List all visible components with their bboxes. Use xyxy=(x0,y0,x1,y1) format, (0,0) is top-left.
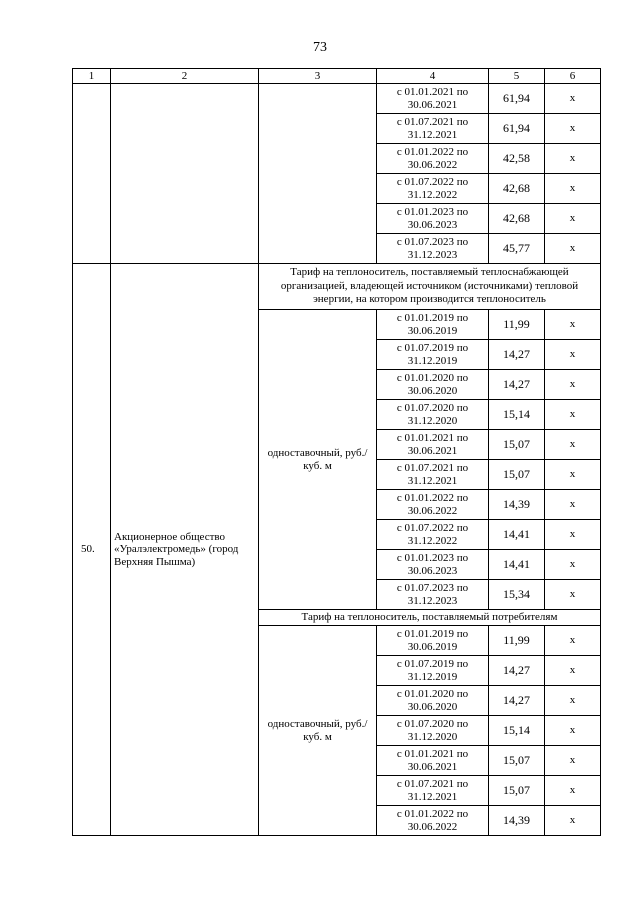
tariff-value: 15,14 xyxy=(489,400,545,430)
tariff-value: 11,99 xyxy=(489,310,545,340)
period-cell xyxy=(377,626,489,656)
period-end: 30.06.2022 xyxy=(407,504,458,517)
tariff-value: 15,07 xyxy=(489,430,545,460)
section-title: Тариф на теплоноситель, поставляемый потребителям xyxy=(259,610,601,626)
column-header: 1 xyxy=(73,69,111,84)
period-cell xyxy=(377,340,489,370)
tariff-value: 14,27 xyxy=(489,686,545,716)
period-start: с 01.01.2021 по xyxy=(396,748,469,760)
period-end: 30.06.2021 xyxy=(407,444,458,457)
tariff-value: 14,39 xyxy=(489,806,545,836)
period-end: 30.06.2022 xyxy=(407,158,458,171)
period-cell xyxy=(377,370,489,400)
period-cell xyxy=(377,310,489,340)
period-cell xyxy=(377,234,489,264)
note-cell: х xyxy=(545,204,601,234)
tariff-value: 42,68 xyxy=(489,174,545,204)
period-start: с 01.07.2021 по xyxy=(396,116,469,128)
tariff-value: 14,39 xyxy=(489,490,545,520)
period-cell xyxy=(377,520,489,550)
period-cell xyxy=(377,204,489,234)
note-cell: х xyxy=(545,746,601,776)
period-cell xyxy=(377,174,489,204)
period-end: 31.12.2020 xyxy=(407,730,458,743)
period-end: 30.06.2020 xyxy=(407,384,458,397)
tariff-value: 14,41 xyxy=(489,550,545,580)
period-start: с 01.01.2023 по xyxy=(396,552,469,564)
period-cell xyxy=(377,114,489,144)
period-cell xyxy=(377,490,489,520)
note-cell: х xyxy=(545,716,601,746)
column-header: 6 xyxy=(545,69,601,84)
note-cell: х xyxy=(545,430,601,460)
tariff-value: 45,77 xyxy=(489,234,545,264)
note-cell: х xyxy=(545,114,601,144)
period-start: с 01.01.2023 по xyxy=(396,206,469,218)
period-cell xyxy=(377,400,489,430)
period-end: 31.12.2020 xyxy=(407,414,458,427)
column-header: 3 xyxy=(259,69,377,84)
empty-cell xyxy=(111,84,259,264)
period-cell xyxy=(377,430,489,460)
period-cell xyxy=(377,580,489,610)
note-cell: х xyxy=(545,776,601,806)
period-cell xyxy=(377,144,489,174)
tariff-value: 42,58 xyxy=(489,144,545,174)
period-cell xyxy=(377,746,489,776)
tariff-value: 15,07 xyxy=(489,776,545,806)
note-cell: х xyxy=(545,686,601,716)
period-start: с 01.07.2023 по xyxy=(396,582,469,594)
period-start: с 01.07.2021 по xyxy=(396,462,469,474)
note-cell: х xyxy=(545,234,601,264)
period-cell xyxy=(377,806,489,836)
tariff-value: 15,07 xyxy=(489,460,545,490)
tariff-value: 15,14 xyxy=(489,716,545,746)
note-cell: х xyxy=(545,626,601,656)
note-cell: х xyxy=(545,490,601,520)
tariff-table xyxy=(72,68,601,836)
empty-cell xyxy=(259,84,377,264)
tariff-value: 11,99 xyxy=(489,626,545,656)
tariff-type: одноставочный, руб./куб. м xyxy=(259,626,377,836)
section-title-row xyxy=(73,264,601,310)
tariff-value: 14,27 xyxy=(489,340,545,370)
note-cell: х xyxy=(545,580,601,610)
period-start: с 01.01.2022 по xyxy=(396,146,469,158)
period-cell xyxy=(377,776,489,806)
period-end: 30.06.2019 xyxy=(407,324,458,337)
tariff-value: 15,34 xyxy=(489,580,545,610)
note-cell: х xyxy=(545,174,601,204)
tariff-value: 61,94 xyxy=(489,84,545,114)
period-end: 30.06.2022 xyxy=(407,820,458,833)
period-end: 31.12.2023 xyxy=(407,594,458,607)
period-end: 30.06.2023 xyxy=(407,564,458,577)
org-name: Акционерное общество «Уралэлектромедь» (город Верхняя Пышма) xyxy=(111,264,259,836)
period-cell xyxy=(377,84,489,114)
note-cell: х xyxy=(545,144,601,174)
tariff-value: 14,27 xyxy=(489,370,545,400)
note-cell: х xyxy=(545,460,601,490)
note-cell: х xyxy=(545,520,601,550)
column-header: 5 xyxy=(489,69,545,84)
period-end: 31.12.2023 xyxy=(407,248,458,261)
period-start: с 01.07.2019 по xyxy=(396,342,469,354)
period-start: с 01.01.2022 по xyxy=(396,808,469,820)
period-start: с 01.01.2021 по xyxy=(396,432,469,444)
period-start: с 01.07.2019 по xyxy=(396,658,469,670)
period-start: с 01.07.2021 по xyxy=(396,778,469,790)
tariff-value: 14,27 xyxy=(489,656,545,686)
header-row xyxy=(73,69,601,84)
period-end: 31.12.2019 xyxy=(407,670,458,683)
note-cell: х xyxy=(545,84,601,114)
period-end: 31.12.2022 xyxy=(407,534,458,547)
period-start: с 01.01.2022 по xyxy=(396,492,469,504)
tariff-type: одноставочный, руб./куб. м xyxy=(259,310,377,610)
table-row xyxy=(73,84,601,114)
period-end: 31.12.2022 xyxy=(407,188,458,201)
period-start: с 01.01.2020 по xyxy=(396,688,469,700)
page-number: 73 xyxy=(313,40,327,55)
period-end: 30.06.2021 xyxy=(407,98,458,111)
period-start: с 01.01.2019 по xyxy=(396,628,469,640)
tariff-value: 42,68 xyxy=(489,204,545,234)
note-cell: х xyxy=(545,806,601,836)
period-end: 31.12.2021 xyxy=(407,128,458,141)
period-start: с 01.01.2020 по xyxy=(396,372,469,384)
period-start: с 01.01.2021 по xyxy=(396,86,469,98)
period-cell xyxy=(377,686,489,716)
period-start: с 01.07.2020 по xyxy=(396,402,469,414)
column-header: 2 xyxy=(111,69,259,84)
note-cell: х xyxy=(545,550,601,580)
period-end: 31.12.2021 xyxy=(407,474,458,487)
period-end: 30.06.2021 xyxy=(407,760,458,773)
org-number: 50. xyxy=(73,264,111,836)
tariff-value: 61,94 xyxy=(489,114,545,144)
tariff-value: 14,41 xyxy=(489,520,545,550)
tariff-value: 15,07 xyxy=(489,746,545,776)
note-cell: х xyxy=(545,340,601,370)
period-end: 30.06.2023 xyxy=(407,218,458,231)
period-cell xyxy=(377,716,489,746)
period-start: с 01.07.2022 по xyxy=(396,522,469,534)
period-cell xyxy=(377,460,489,490)
empty-cell xyxy=(73,84,111,264)
period-cell xyxy=(377,550,489,580)
section-title: Тариф на теплоноситель, поставляемый теплоснабжающей организацией, владеющей источником (источниками) тепловой энергии, на котором производится теплоноситель xyxy=(259,264,601,310)
period-end: 31.12.2021 xyxy=(407,790,458,803)
note-cell: х xyxy=(545,310,601,340)
period-start: с 01.07.2020 по xyxy=(396,718,469,730)
note-cell: х xyxy=(545,656,601,686)
period-start: с 01.07.2022 по xyxy=(396,176,469,188)
period-end: 31.12.2019 xyxy=(407,354,458,367)
period-start: с 01.07.2023 по xyxy=(396,236,469,248)
period-start: с 01.01.2019 по xyxy=(396,312,469,324)
period-end: 30.06.2019 xyxy=(407,640,458,653)
note-cell: х xyxy=(545,400,601,430)
period-end: 30.06.2020 xyxy=(407,700,458,713)
note-cell: х xyxy=(545,370,601,400)
column-header: 4 xyxy=(377,69,489,84)
period-cell xyxy=(377,656,489,686)
